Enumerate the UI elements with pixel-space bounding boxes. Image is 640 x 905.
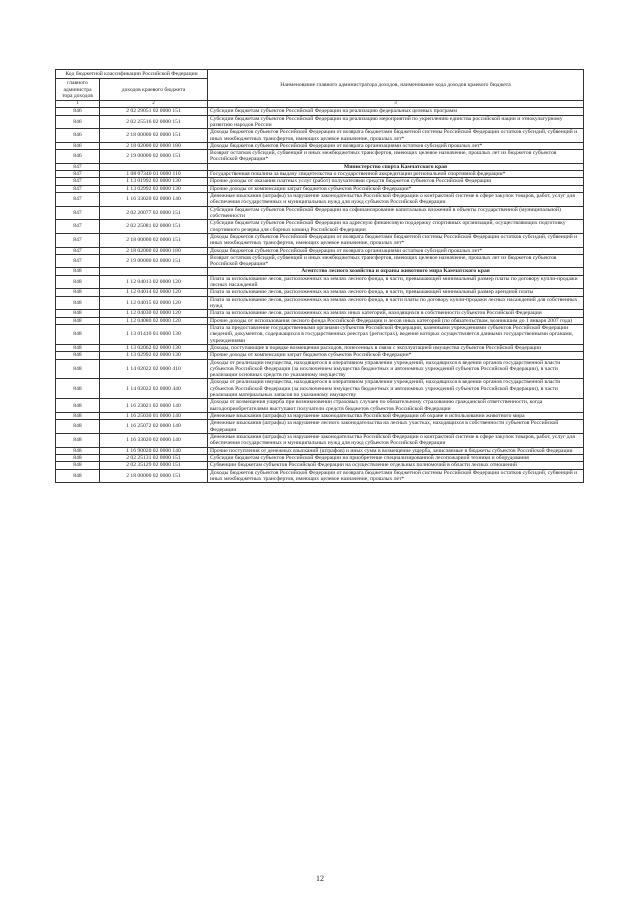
page-number: 12 (316, 874, 324, 883)
revenue-code-cell: 1 14 02022 02 0000 410 (100, 359, 208, 379)
revenue-name-cell: Плата за предоставление государственными органами субъектов Российской Федерации, казенными учреждениями субъектов Российской Федерации сведений, документов, содержащихся в государственных реестрах (регистрах), ведение которых осуществляется данными государственными органами, учреждениями (208, 324, 584, 344)
header-classification-code: Код бюджетной классификации Российской Федерации (56, 70, 208, 79)
table-row (56, 379, 584, 399)
admin-code-cell: 848 (56, 268, 100, 275)
revenue-code-cell: 1 12 04030 02 0000 120 (100, 310, 208, 317)
table-row (56, 275, 584, 289)
revenue-name-cell: Прочие доходы от компенсации затрат бюджетов субъектов Российской Федерации* (208, 352, 584, 359)
revenue-name-cell: Доходы бюджетов субъектов Российской Федерации от возврата бюджетами бюджетной системы Российской Федерации остатков субсидий, субвенций и иных межбюджетных трансфертов, имеющих целевое назначение, прошлых лет* (208, 233, 584, 247)
revenue-name-cell: Плата за использование лесов, расположенных на землях лесного фонда, в части, превышающей минимальный размер платы по договору купли-продажи лесных насаждений (208, 275, 584, 289)
budget-classification-table (55, 69, 584, 483)
revenue-name-cell: Доходы, поступающие в порядке возмещения расходов, понесенных в связи с эксплуатацией имущества субъектов Российской Федерации (208, 344, 584, 351)
revenue-name-cell: Прочие доходы от использования лесного фонда Российской Федерации и лесов иных категорий (по обязательствам, возникшим до 1 января 2007 года) (208, 317, 584, 324)
revenue-name-cell: Доходы бюджетов субъектов Российской Федерации от возврата организациями остатков субсидий прошлых лет* (208, 247, 584, 254)
department-row (56, 268, 584, 275)
admin-code-cell: 848 (56, 352, 100, 359)
table-row (56, 462, 584, 469)
table-row (56, 185, 584, 192)
revenue-code-cell: 2 19 00000 02 0000 151 (100, 150, 208, 164)
header-name: Наименование главного администратора доходов, наименование кода доходов краевого бюджета (208, 70, 584, 101)
revenue-code-cell: 1 16 23021 02 0000 140 (100, 399, 208, 413)
table-row (56, 115, 584, 129)
revenue-code-cell: 2 02 25131 02 0000 151 (100, 454, 208, 461)
revenue-name-cell: Доходы бюджетов субъектов Российской Федерации от возврата организациями остатков субсидий прошлых лет* (208, 142, 584, 149)
header-admin-code: главного администра тора доходов (56, 79, 100, 101)
table-row (56, 289, 584, 296)
table-row (56, 324, 584, 344)
revenue-name-cell: Субсидии бюджетам субъектов Российской Федерации на софинансирование капитальных вложений в объекты государственной (муниципальной) собственности (208, 206, 584, 220)
admin-code-cell: 847 (56, 220, 100, 234)
table-row (56, 296, 584, 310)
revenue-code-cell: 1 13 02992 02 0000 130 (100, 352, 208, 359)
column-index: 3 (208, 101, 584, 108)
revenue-name-cell: Доходы от возмещения ущерба при возникновении страховых случаев по обязательному страхованию гражданской ответственности, когда выгодоприобретателями выступают получатели средств бюджетов субъектов Российской Федерации (208, 399, 584, 413)
revenue-code-cell: 1 13 01992 02 0000 130 (100, 178, 208, 185)
admin-code-cell: 846 (56, 129, 100, 143)
table-row (56, 247, 584, 254)
revenue-code-cell (100, 163, 208, 170)
revenue-code-cell: 1 13 01410 01 0000 130 (100, 324, 208, 344)
revenue-name-cell: Денежные взыскания (штрафы) за нарушение лесного законодательства на лесных участках, находящихся в собственности субъектов Российской Федерации (208, 420, 584, 434)
revenue-name-cell: Доходы бюджетов субъектов Российской Федерации от возврата бюджетами бюджетной системы Российской Федерации остатков субсидий, субвенций и иных межбюджетных трансфертов, имеющих целевое назначение, прошлых лет* (208, 129, 584, 143)
revenue-code-cell: 2 18 00000 02 0000 151 (100, 233, 208, 247)
admin-code-cell: 847 (56, 254, 100, 268)
admin-code-cell: 848 (56, 310, 100, 317)
department-name-cell: Министерство спорта Камчатского края (208, 163, 584, 170)
revenue-name-cell: Субсидии бюджетам субъектов Российской Федерации на приобретение специализированной лесопожарной техники и оборудования (208, 454, 584, 461)
admin-code-cell: 848 (56, 454, 100, 461)
revenue-code-cell: 1 12 04015 02 0000 120 (100, 296, 208, 310)
table-row (56, 193, 584, 207)
revenue-code-cell: 2 02 35129 02 0000 151 (100, 462, 208, 469)
table-row (56, 233, 584, 247)
revenue-code-cell: 1 16 25072 02 0000 140 (100, 420, 208, 434)
revenue-code-cell: 2 02 20077 02 0000 151 (100, 206, 208, 220)
revenue-code-cell: 2 18 00000 02 0000 151 (100, 469, 208, 483)
department-row (56, 163, 584, 170)
revenue-name-cell: Субсидии бюджетам субъектов Российской Федерации на адресную финансовую поддержку спортивных организаций, осуществляющих подготовку спортивного резерва для сборных команд Российской Федерации (208, 220, 584, 234)
revenue-code-cell: 1 13 02992 02 0000 130 (100, 185, 208, 192)
column-index: 1 (56, 101, 100, 108)
revenue-code-cell: 1 12 04014 02 0000 120 (100, 289, 208, 296)
admin-code-cell: 848 (56, 420, 100, 434)
admin-code-cell: 848 (56, 447, 100, 454)
admin-code-cell: 847 (56, 185, 100, 192)
revenue-name-cell: Субсидии бюджетам субъектов Российской Федерации на реализацию федеральных целевых программ (208, 108, 584, 115)
revenue-code-cell: 1 16 33020 02 0000 140 (100, 433, 208, 447)
revenue-code-cell: 2 18 02000 02 0000 180 (100, 247, 208, 254)
revenue-name-cell: Плата за использование лесов, расположенных на землях лесного фонда, в части, превышающей минимальный размер арендной платы (208, 289, 584, 296)
admin-code-cell: 846 (56, 115, 100, 129)
admin-code-cell: 848 (56, 413, 100, 420)
admin-code-cell: 848 (56, 359, 100, 379)
revenue-name-cell: Доходы бюджетов субъектов Российской Федерации от возврата бюджетами бюджетной системы Российской Федерации остатков субсидий, субвенций и иных межбюджетных трансфертов, имеющих целевое назначение, прошлых лет* (208, 469, 584, 483)
admin-code-cell: 848 (56, 317, 100, 324)
revenue-code-cell: 1 16 33020 02 0000 140 (100, 193, 208, 207)
column-index: 2 (100, 101, 208, 108)
admin-code-cell: 848 (56, 324, 100, 344)
table-row (56, 178, 584, 185)
revenue-name-cell: Плата за использование лесов, расположенных на землях лесного фонда, в части платы по договору купли-продажи лесных насаждений для собственных нужд (208, 296, 584, 310)
revenue-code-cell: 1 16 90020 02 0000 140 (100, 447, 208, 454)
table-row (56, 142, 584, 149)
admin-code-cell: 847 (56, 193, 100, 207)
revenue-code-cell (100, 268, 208, 275)
admin-code-cell: 847 (56, 233, 100, 247)
revenue-code-cell: 1 08 07340 01 0000 110 (100, 171, 208, 178)
revenue-name-cell: Возврат остатков субсидий, субвенций и иных межбюджетных трансфертов, имеющих целевое назначение, прошлых лет из бюджетов субъектов Российской Федерации* (208, 254, 584, 268)
table-row (56, 469, 584, 483)
table-row (56, 359, 584, 379)
table-row (56, 150, 584, 164)
admin-code-cell: 848 (56, 433, 100, 447)
revenue-name-cell: Денежные взыскания (штрафы) за нарушение законодательства Российской Федерации об охране и использовании животного мира (208, 413, 584, 420)
revenue-code-cell: 1 16 25030 01 0000 140 (100, 413, 208, 420)
admin-code-cell: 846 (56, 150, 100, 164)
revenue-name-cell: Доходы от реализации имущества, находящегося в оперативном управлении учреждений, находящихся в ведении органов государственной власти субъектов Российской Федерации (за исключением имущества бюджетных и автономных учреждений субъектов Российской Федерации), в части реализации основных средств по указанному имуществу (208, 359, 584, 379)
table-header-row (56, 70, 584, 79)
admin-code-cell: 846 (56, 142, 100, 149)
admin-code-cell: 847 (56, 247, 100, 254)
table-row (56, 352, 584, 359)
table-row (56, 317, 584, 324)
admin-code-cell: 848 (56, 399, 100, 413)
admin-code-cell: 848 (56, 344, 100, 351)
revenue-name-cell: Субвенции бюджетам субъектов Российской Федерации на осуществление отдельных полномочий в области лесных отношений (208, 462, 584, 469)
table-row (56, 310, 584, 317)
admin-code-cell: 848 (56, 469, 100, 483)
revenue-name-cell: Денежные взыскания (штрафы) за нарушение законодательства Российской Федерации о контрактной системе в сфере закупок товаров, работ, услуг для обеспечения государственных и муниципальных нужд для нужд субъектов Российской Федерации (208, 433, 584, 447)
admin-code-cell: 847 (56, 178, 100, 185)
revenue-name-cell: Субсидии бюджетам субъектов Российской Федерации на реализацию мероприятий по укреплению единства российской нации и этнокультурному развитию народов России (208, 115, 584, 129)
table-row (56, 108, 584, 115)
revenue-name-cell: Доходы от реализации имущества, находящегося в оперативном управлении учреждений, находящихся в ведении органов государственной власти субъектов Российской Федерации (за исключением имущества бюджетных и автономных учреждений субъектов Российской Федерации), в части реализации материальных запасов по указанному имуществу (208, 379, 584, 399)
revenue-code-cell: 2 02 25516 02 0000 151 (100, 115, 208, 129)
admin-code-cell: 848 (56, 275, 100, 289)
admin-code-cell: 848 (56, 379, 100, 399)
table-row (56, 454, 584, 461)
revenue-code-cell: 2 02 25081 02 0000 151 (100, 220, 208, 234)
revenue-name-cell: Плата за использование лесов, расположенных на землях иных категорий, находящихся в собственности субъектов Российской Федерации (208, 310, 584, 317)
revenue-code-cell: 1 12 04080 02 0000 120 (100, 317, 208, 324)
table-row (56, 413, 584, 420)
revenue-code-cell: 1 12 04013 02 0000 120 (100, 275, 208, 289)
revenue-name-cell: Прочие доходы от оказания платных услуг (работ) получателями средств бюджетов субъектов Российской Федерации (208, 178, 584, 185)
table-row (56, 420, 584, 434)
department-name-cell: Агентство лесного хозяйства и охраны животного мира Камчатского края (208, 268, 584, 275)
revenue-name-cell: Государственная пошлина за выдачу свидетельства о государственной аккредитации региональной спортивной федерации* (208, 171, 584, 178)
admin-code-cell: 848 (56, 289, 100, 296)
revenue-name-cell: Прочие доходы от компенсации затрат бюджетов субъектов Российской Федерации* (208, 185, 584, 192)
revenue-name-cell: Прочие поступления от денежных взысканий (штрафов) и иных сумм в возмещение ущерба, зачисляемые в бюджеты субъектов Российской Федерации (208, 447, 584, 454)
admin-code-cell: 848 (56, 296, 100, 310)
admin-code-cell: 847 (56, 163, 100, 170)
table-row (56, 344, 584, 351)
table-row (56, 171, 584, 178)
revenue-code-cell: 1 14 02022 02 0000 440 (100, 379, 208, 399)
table-row (56, 220, 584, 234)
admin-code-cell: 846 (56, 108, 100, 115)
table-row (56, 206, 584, 220)
table-row (56, 433, 584, 447)
revenue-code-cell: 1 13 02062 02 0000 130 (100, 344, 208, 351)
header-revenue-code: доходов краевого бюджета (100, 79, 208, 101)
table-row (56, 129, 584, 143)
table-row (56, 399, 584, 413)
admin-code-cell: 848 (56, 462, 100, 469)
admin-code-cell: 847 (56, 171, 100, 178)
revenue-code-cell: 2 19 00000 02 0000 151 (100, 254, 208, 268)
column-index-row (56, 101, 584, 108)
revenue-code-cell: 2 18 02000 02 0000 180 (100, 142, 208, 149)
admin-code-cell: 847 (56, 206, 100, 220)
revenue-name-cell: Возврат остатков субсидий, субвенций и иных межбюджетных трансфертов, имеющих целевое назначение, прошлых лет из бюджетов субъектов Российской Федерации* (208, 150, 584, 164)
table-row (56, 254, 584, 268)
revenue-code-cell: 2 02 29051 02 0000 151 (100, 108, 208, 115)
table-row (56, 447, 584, 454)
revenue-name-cell: Денежные взыскания (штрафы) за нарушение законодательства Российской Федерации о контрактной системе в сфере закупок товаров, работ, услуг для обеспечения государственных и муниципальных нужд для нужд субъектов Российской Федерации (208, 193, 584, 207)
revenue-code-cell: 2 18 00000 02 0000 151 (100, 129, 208, 143)
